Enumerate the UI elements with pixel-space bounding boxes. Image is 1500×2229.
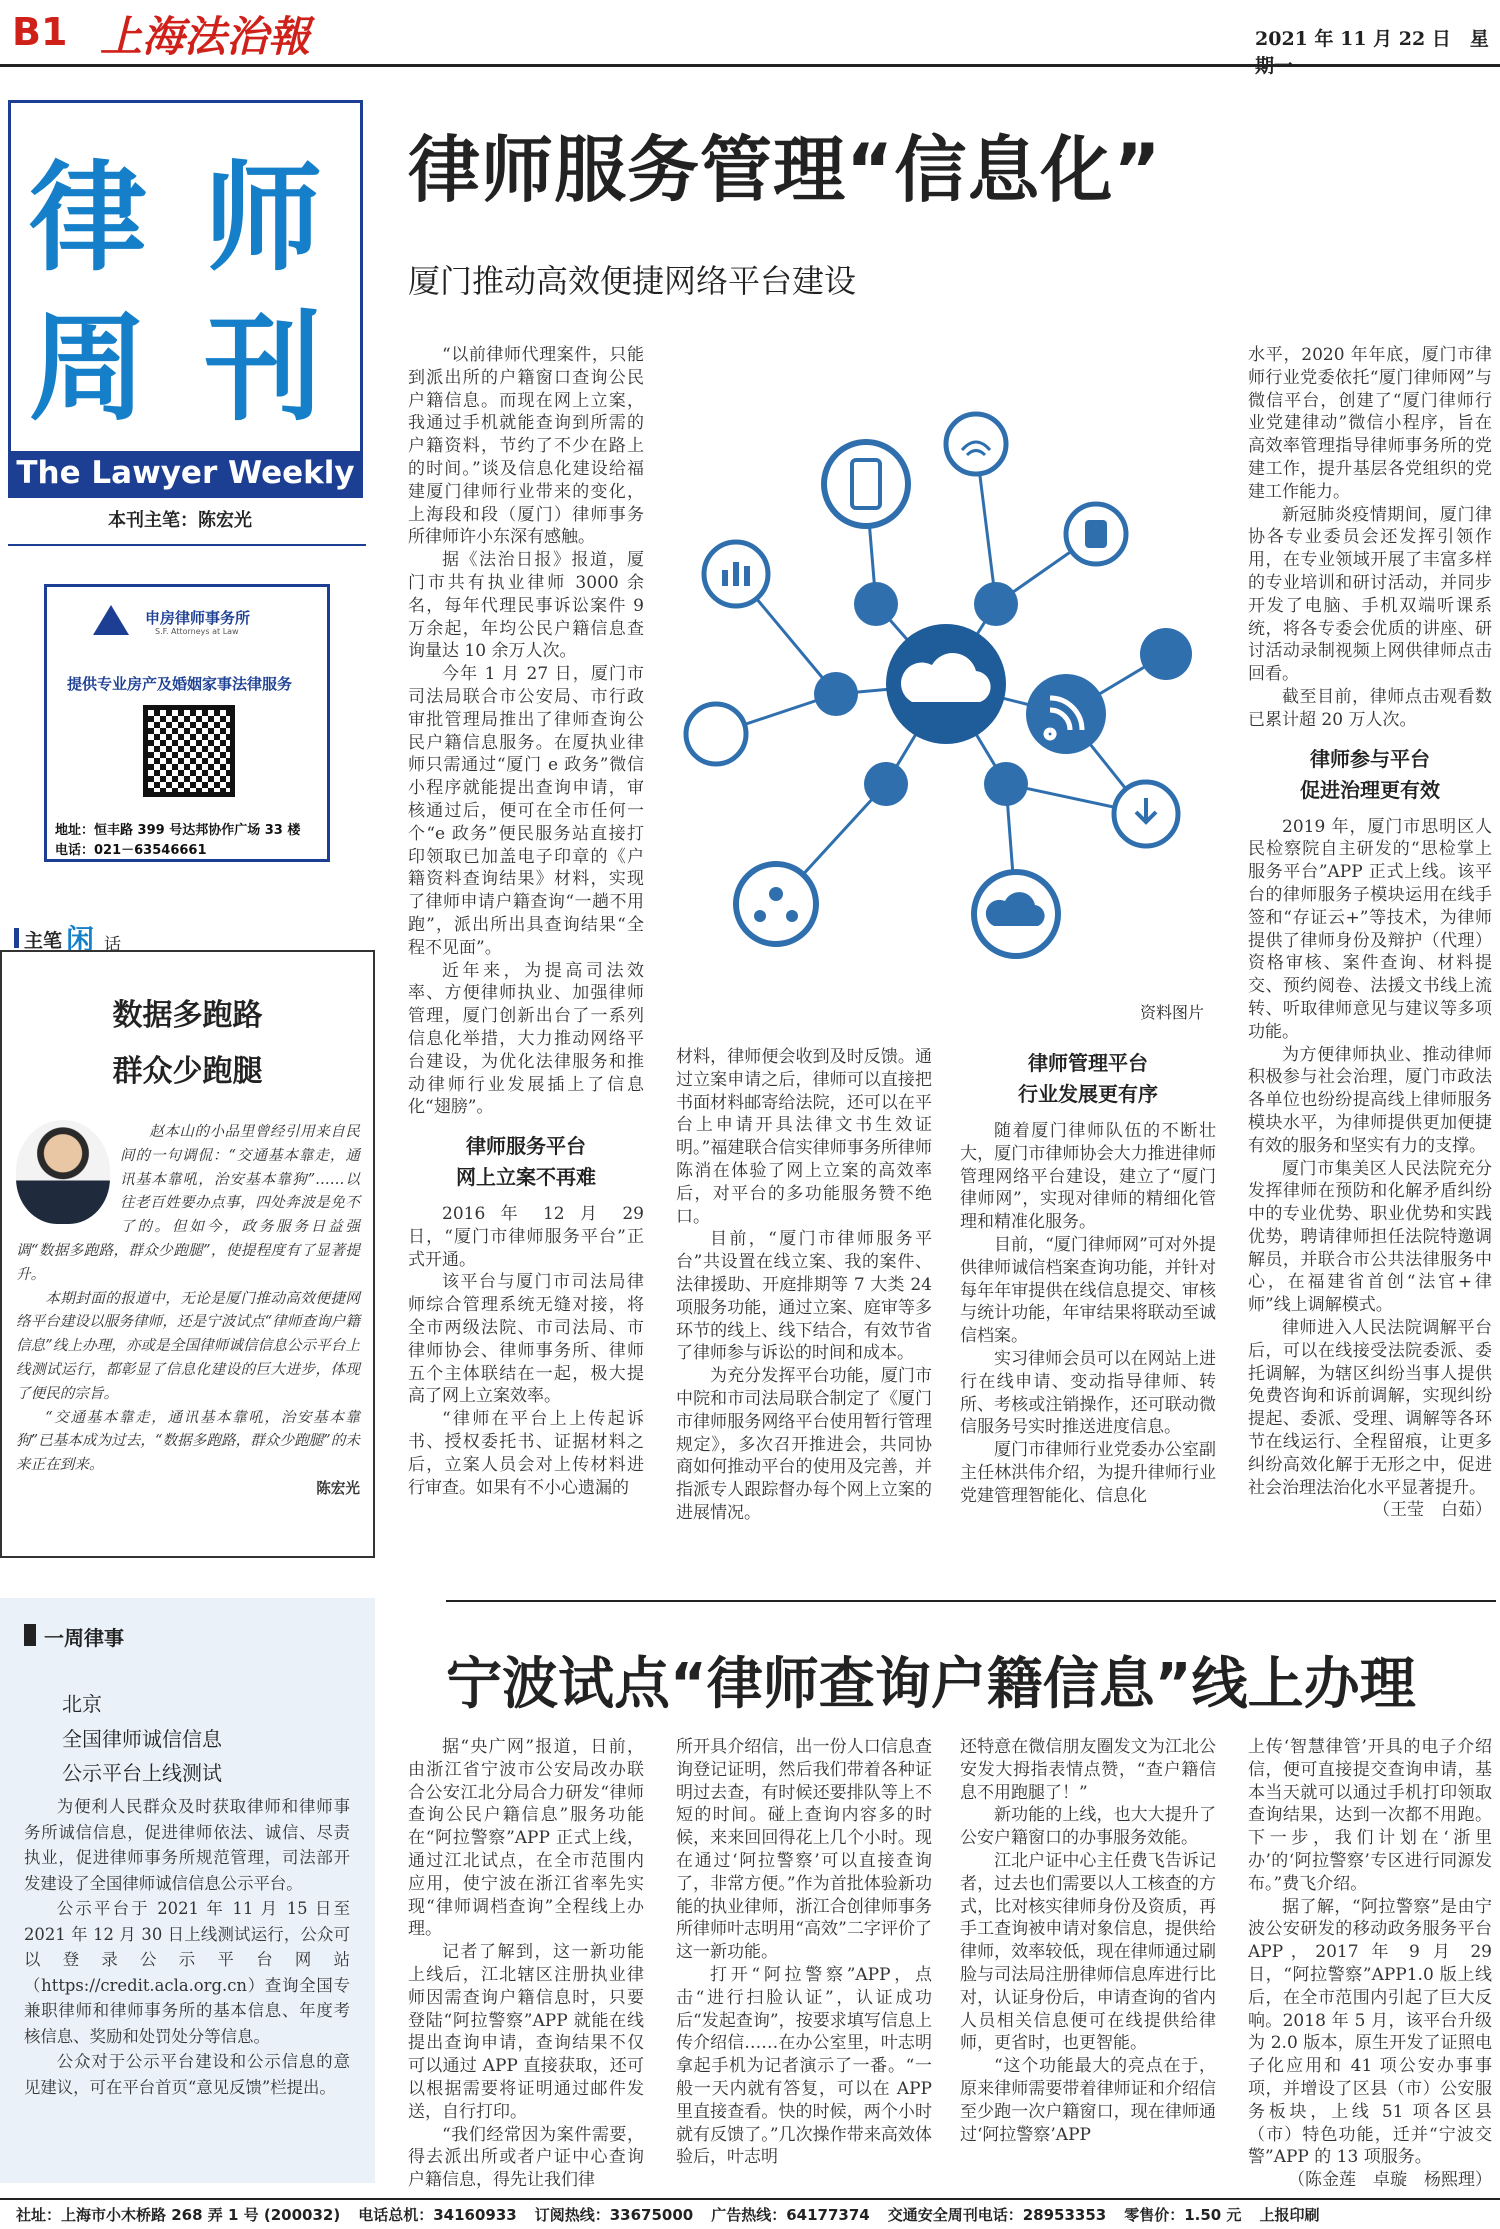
article-paragraph: 据了解，“阿拉警察”是由宁波公安研发的移动政务服务平台 APP，2017 年 9 月 29 日，“阿拉警察”APP1.0 版上线后，在全市范围内引起了巨大反响。2018 年 5 月，该平台升级为 2.0 版本，原生开发了证照电子化应用和 41 项公安办事事项，并增设了区县（市）公安服务板块，上线 51 项各区县（市）特色功能，迁并“宁波交警”APP 的 13 项服务。 xyxy=(1248,1896,1492,2168)
masthead xyxy=(0,0,1500,72)
footer-price: 零售价：1.50 元 xyxy=(1124,2206,1242,2224)
cloud-icon xyxy=(686,704,746,764)
article-paragraph: 材料，律师便会收到及时反馈。通过立案申请之后，律师可以直接把书面材料邮寄给法院，还可以在平台上申请开具法律文书生效证明。”福建联合信实律师事务所律师陈消在体验了网上立案的高效率后，对平台的多功能服务赞不绝口。 xyxy=(676,1047,932,1227)
editorial-section-end: 话 xyxy=(104,935,121,955)
article-paragraph: “我们经常因为案件需要，得去派出所或者户证中心查询户籍信息，得先让我们律 xyxy=(408,2124,644,2191)
image-credit: 资料图片 xyxy=(1140,1003,1205,1022)
article-paragraph: 所开具介绍信，出一份人口信息查询登记证明，然后我们带着各种证明过去查，有时候还要排队等上不短的时间。碰上查询内容多的时候，来来回回得花上几个小时。现在通过‘阿拉警察’可以直接查询了，非常方便。”作为首批体验新功能的执业律师，浙江合创律师事务所律师叶志明用“高效”二字评价了这一新功能。 xyxy=(676,1737,932,1963)
footer xyxy=(0,2198,1500,2229)
smartphone-icon xyxy=(824,442,908,526)
footer-traffic: 交通安全周刊电话：28953353 xyxy=(887,2206,1107,2224)
weekly-paragraph: 公众对于公示平台建设和公示信息的意见建议，可在平台首页“意见反馈”栏提出。 xyxy=(24,2052,350,2097)
page-number: B1 xyxy=(12,10,68,54)
article-paragraph: 为充分发挥平台功能，厦门市中院和市司法局联合制定了《厦门市律师服务网络平台使用暂行管理规定》，多次召开推进会，共同协商如何推动平台的使用及完善，并指派专人跟踪督办每个网上立案的进展情况。 xyxy=(676,1366,932,1523)
masthead-rule xyxy=(0,64,1500,67)
editorial-paragraph: 赵本山的小品里曾经引用来自民间的一句调侃：“交通基本靠走，通讯基本靠吼，治安基本靠狗”……以往老百姓要办点事，四处奔波是免不了的。但如今，政务服务日益强调“数据多跑路，群众少跑腿”，使提程度有了显著提升。 xyxy=(16,1123,360,1283)
subheading: 律师参与平台 促进治理更有效 xyxy=(1300,746,1440,802)
network-icons-graphic xyxy=(676,354,1216,1044)
editorial-section-label: 主笔 xyxy=(24,930,63,952)
footer-ad: 广告热线：64177374 xyxy=(711,2206,870,2224)
newspaper-name: 上海法治報 xyxy=(100,12,311,61)
lead-column-1 xyxy=(408,344,644,1499)
article-paragraph: “这个功能最大的亮点在于，原来律师需要带着律师证和介绍信至少跑一次户籍窗口，现在律师通过‘阿拉警察’APP xyxy=(960,2056,1216,2145)
article-paragraph: 该平台与厦门市司法局律师综合管理系统无缝对接，将全市两级法院、市司法局、市律师协会、律师事务所、律师五个主体联结在一起，极大提高了网上立案效率。 xyxy=(408,1272,644,1407)
article-paragraph: 2019 年，厦门市思明区人民检察院自主研发的“思检掌上服务平台”APP 正式上线。该平台的律师服务子模块运用在线手签和“存证云+”等技术，为律师提供了律师身份及辩护（代理）资格审核、案件查询、材料提交、预约阅卷、法援文书线上流转、听取律师意见与建议等多项功能。 xyxy=(1248,816,1492,1042)
second-article-rule xyxy=(446,1600,1496,1602)
article-paragraph: 打开“阿拉警察”APP，点击“进行扫脸认证”，认证成功后“发起查询”，按要求填写信息上传介绍信……在办公室里，叶志明拿起手机为记者演示了一番。“一般一天内就有答复，可以在 APP 里直接查看。快的时候，两个小时就有反馈了。”几次操作带来高效体验后，叶志明 xyxy=(676,1964,932,2168)
article-paragraph: “律师在平台上上传起诉书、授权委托书、证据材料之后，立案人员会对上传材料进行审查。如果有不小心遗漏的 xyxy=(408,1409,644,1498)
editorial-paragraph: 本期封面的报道中，无论是厦门推动高效便捷网络平台建设以服务律师，还是宁波试点“律师查询户籍信息”线上办理，亦或是全国律师诚信信息公示平台上线测试运行，都彰显了信息化建设的巨大进步，体现了便民的宗旨。 xyxy=(16,1289,360,1402)
small-node-icon xyxy=(814,672,858,716)
network-illustration xyxy=(676,354,1216,1044)
footer-address: 社址：上海市小木桥路 268 弄 1 号 (200032) xyxy=(16,2206,341,2224)
column-title-line1: 律 师 xyxy=(29,149,331,287)
wifi-icon xyxy=(946,414,1006,474)
article-paragraph: 为方便律师执业、推动律师积极参与社会治理，厦门市政法各单位也纷纷提高线上律师服务模块水平，为律师提供更加便捷有效的服务和坚实有力的支撑。 xyxy=(1248,1044,1492,1156)
ad-slogan: 提供专业房产及婚姻家事法律服务 xyxy=(67,675,293,693)
weekly-title: 全国律师诚信信息 公示平台上线测试 xyxy=(62,1727,222,1785)
article-paragraph: 随着厦门律师队伍的不断壮大，厦门市律师协会大力推进律师管理网络平台建设，建立了“厦门律师网”，实现对律师的精细化管理和精准化服务。 xyxy=(960,1121,1216,1233)
article-paragraph: 目前，“厦门律师网”可对外提供律师诚信档案查询功能，并针对每年年审提供在线信息提交、审核与统计功能，年审结果将联动至诚信档案。 xyxy=(960,1234,1216,1347)
article-paragraph: 记者了解到，这一新功能上线后，江北辖区注册执业律师因需查询户籍信息时，只要登陆“阿拉警察”APP 就能在线提出查询申请，查询结果不仅可以通过 APP 直接获取，还可以根据需要将证明通过邮件发送，自行打印。 xyxy=(408,1942,644,2122)
article-paragraph: 目前，“厦门市律师服务平台”共设置在线立案、我的案件、法律援助、开庭排期等 7 大类 24 项服务功能，通过立案、庭审等多环节的线上、线下结合，有效节省了律师参与诉讼的时间和成本。 xyxy=(676,1229,932,1364)
footer-print: 上报印刷 xyxy=(1259,2206,1320,2224)
article-paragraph: 还特意在微信朋友圈发文为江北公安发大拇指表情点赞，“查户籍信息不用跑腿了！” xyxy=(960,1737,1216,1803)
editorial-title-1: 数据多跑路 xyxy=(112,998,263,1033)
article-paragraph: 据“央广网”报道，日前，由浙江省宁波市公安局改办联合公安江北分局合力研发“律师查询公民户籍信息”服务功能在“阿拉警察”APP 正式上线，通过江北试点，在全市范围内应用，使宁波在浙江省率先实现“律师调档查询”全程线上办理。 xyxy=(408,1737,644,1940)
editorial-body xyxy=(16,1120,360,1501)
lead-column-4 xyxy=(1248,344,1492,1522)
small-node-icon xyxy=(864,762,908,806)
article-paragraph: 水平，2020 年年底，厦门市律师行业党委依托“厦门律师网”与微信平台，创建了“厦门律师行业党建律动”微信小程序，旨在高效率管理指导律师事务所的党建工作，提升基层各党组织的党建工作能力。 xyxy=(1248,345,1492,502)
editorial-section-mark: 闲 xyxy=(66,923,95,956)
second-column-1 xyxy=(408,1736,644,2192)
small-node-icon xyxy=(854,582,898,626)
weekly-body xyxy=(24,1794,350,2100)
law-firm-name: 申房律师事务所 xyxy=(145,609,251,627)
subheading: 律师服务平台 网上立案不再难 xyxy=(456,1134,596,1190)
weekly-header: 一周律事 xyxy=(44,1626,124,1650)
lead-subheadline: 厦门推动高效便捷网络平台建设 xyxy=(408,262,857,300)
weekly-place: 北京 xyxy=(62,1692,102,1716)
chat-icon xyxy=(1140,628,1192,680)
footer-subscribe: 订阅热线：33675000 xyxy=(534,2206,694,2224)
column-editor: 本刊主笔：陈宏光 xyxy=(108,510,252,531)
qr-code-icon xyxy=(143,705,235,797)
second-headline: 宁波试点“律师查询户籍信息”线上办理 xyxy=(446,1652,1416,1717)
small-node-icon xyxy=(974,582,1018,626)
editorial-title-2: 群众少跑腿 xyxy=(112,1054,263,1089)
law-firm-logo xyxy=(93,605,129,635)
subheading: 律师管理平台 行业发展更有序 xyxy=(1018,1051,1158,1106)
article-paragraph: 据《法治日报》报道，厦门市共有执业律师 3000 余名，每年代理民事诉讼案件 9 万余起，年均公民户籍信息查询量达 10 余万人次。 xyxy=(408,550,644,662)
article-paragraph: 近年来，为提高司法效率、方便律师执业、加强律师管理，厦门创新出台了一系列信息化举措，大力推动网络平台建设，为优化法律服务和推动律师行业发展插上了信息化“翅膀”。 xyxy=(408,960,644,1118)
article-paragraph: 截至目前，律师点击观看数已累计超 20 万人次。 xyxy=(1248,686,1492,730)
divider xyxy=(8,544,366,546)
article-paragraph: 江北户证中心主任费飞告诉记者，过去也们需要以人工核查的方式，比对核实律师身份及资质，再手工查询被申请对象信息，提供给律师，效率较低，现在律师通过刷脸与司法局注册律师信息库进行比对，认证身份后，申请查询的省内人员相关信息便可在线提供给律师，更省时，也更智能。 xyxy=(960,1850,1216,2054)
weekly-paragraph: 为便利人民群众及时获取律师和律师事务所诚信信息，促进律师依法、诚信、尽责执业，促进律师事务所规范管理，司法部开发建设了全国律师诚信信息公示平台。 xyxy=(24,1797,350,1893)
column-logo xyxy=(8,100,363,498)
advertisement xyxy=(44,584,330,862)
article-paragraph: 律师进入人民法院调解平台后，可以在线接受法院委派、委托调解，为辖区纠纷当事人提供免费咨询和诉前调解，实现纠纷提起、委派、受理、调解等各环节在线运行、全程留痕，让更多纠纷高效化解于无形之中，促进社会治理法治化水平显著提升。 xyxy=(1248,1318,1492,1498)
ad-phone: 电话：021－63546661 xyxy=(55,843,207,858)
editorial-header xyxy=(8,920,368,956)
editorial-paragraph: “交通基本靠走，通讯基本靠吼，治安基本靠狗”已基本成为过去，“数据多跑路，群众少跑腿”的未来正在到来。 xyxy=(16,1408,360,1474)
second-column-2 xyxy=(676,1736,932,2169)
article-paragraph: 上传‘智慧律管’开具的电子介绍信，便可直接提交查询申请，基本当天就可以通过手机打印领取查询结果，达到一次都不用跑。下一步，我们计划在‘浙里办’的‘阿拉警察’专区进行同源发布。”费飞介绍。 xyxy=(1248,1737,1492,1894)
people-network-icon xyxy=(736,864,816,944)
lead-column-2 xyxy=(676,1046,932,1525)
column-english-banner: The Lawyer Weekly xyxy=(11,451,360,495)
footer-phone: 电话总机：34160933 xyxy=(358,2206,517,2224)
article-paragraph: 厦门市律师行业党委办公室副主任林洪伟介绍，为提升律师行业党建管理智能化、信息化 xyxy=(960,1440,1216,1506)
ad-address: 地址：恒丰路 399 号达邦协作广场 33 楼 xyxy=(55,823,301,838)
weekly-news-box xyxy=(0,1598,375,2183)
issue-date: 2021 年 11 月 22 日 星 xyxy=(1255,28,1489,50)
byline: （陈金莲 卓璇 杨熙理） xyxy=(1288,2170,1492,2191)
editorial-header-bar xyxy=(14,928,19,948)
editorial-box xyxy=(0,950,375,1558)
lead-headline: 律师服务管理“信息化” xyxy=(408,128,1162,212)
article-paragraph: 厦门市集美区人民法院充分发挥律师在预防和化解矛盾纠纷中的专业优势、职业优势和实践优势，聘请律师担任法院特邀调解员，并联合市公共法律服务中心，在福建省首创“法官+律师”线上调解模式。 xyxy=(1248,1158,1492,1316)
second-column-4 xyxy=(1248,1736,1492,2192)
column-title-line2: 周 刊 xyxy=(29,299,331,437)
article-paragraph: 实习律师会员可以在网站上进行在线申请、变动指导律师、转所、考核或注销操作，还可联动微信服务号实时推送进度信息。 xyxy=(960,1348,1216,1438)
law-firm-english: S.F. Attorneys at Law xyxy=(155,627,239,636)
editorial-author: 陈宏光 xyxy=(316,1479,360,1497)
weekly-header-bar xyxy=(24,1624,36,1646)
article-paragraph: 今年 1 月 27 日，厦门市司法局联合市公安局、市行政审批管理局推出了律师查询公民户籍信息服务。在厦执业律师只需通过“厦门 e 政务”微信小程序就能提出查询申请，审核通过后，便可在全市任何一个“e 政务”便民服务站直接打印领取已加盖电子印章的《户籍资料查询结果》材料，实现了律师申请户籍查询“一趟不用跑”，派出所出具查询结果“全程不见面”。 xyxy=(408,664,644,958)
byline: （王莹 白茹） xyxy=(1373,1500,1492,1521)
lead-column-3 xyxy=(960,1046,1216,1508)
article-paragraph: “以前律师代理案件，只能到派出所的户籍窗口查询公民户籍信息。而现在网上立案，我通过手机就能查询到所需的户籍资料，节约了不少在路上的时间。”谈及信息化建设给福建厦门律师行业带来的变化，上海段和段（厦门）律师事务所律师许小东深有感触。 xyxy=(408,345,644,548)
rss-feed-icon xyxy=(1026,674,1106,754)
article-paragraph: 新冠肺炎疫情期间，厦门律协各专业委员会还发挥引领作用，在专业领域开展了丰富多样的专业培训和研讨活动，并同步开发了电脑、手机双端听课系统，将各专委会优质的讲座、研讨活动录制视频上网供律师点击回看。 xyxy=(1248,504,1492,685)
article-paragraph: 2016 年 12 月 29 日，“厦门市律师服务平台”正式开通。 xyxy=(408,1204,644,1270)
article-paragraph: 新功能的上线，也大大提升了公安户籍窗口的办事服务效能。 xyxy=(960,1805,1216,1849)
weekly-paragraph: 公示平台于 2021 年 11 月 15 日至 2021 年 12 月 30 日上线测试运行，公众可以登录公示平台网站（https://credit.acla.org.cn）查询全国专兼职律师和律师事务所的基本信息、年度考核信息、奖励和处罚处分等信息。 xyxy=(24,1899,350,2046)
second-column-3 xyxy=(960,1736,1216,2146)
small-node-icon xyxy=(984,762,1028,806)
